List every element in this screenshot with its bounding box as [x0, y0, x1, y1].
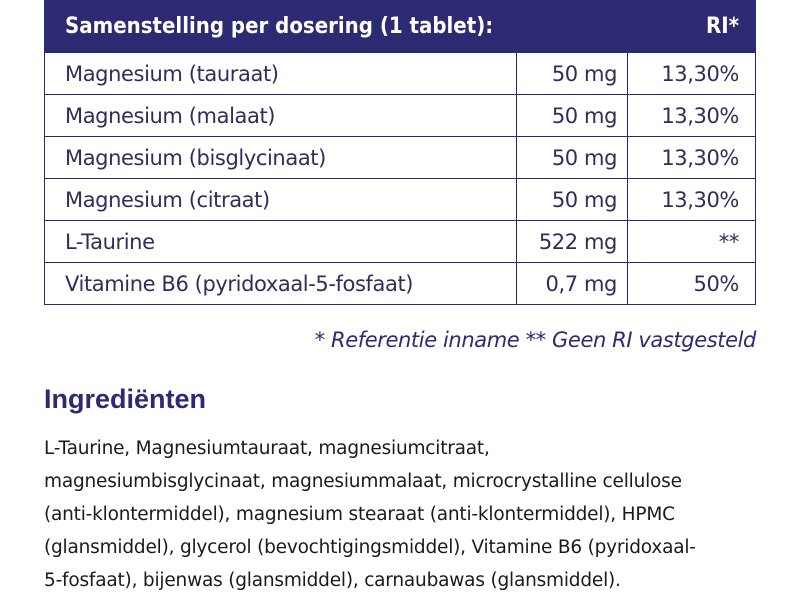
- row-ri: 13,30%: [627, 179, 755, 220]
- ingredients-line: (anti-klontermiddel), magnesium stearaat (anti-klontermiddel), HPMC: [44, 504, 675, 525]
- ingredients-line: (glansmiddel), glycerol (bevochtigingsmiddel), Vitamine B6 (pyridoxaal-: [44, 537, 696, 558]
- ingredients-line: magnesiumbisglycinaat, magnesiummalaat, microcrystalline cellulose: [44, 471, 682, 492]
- row-ri: 13,30%: [627, 137, 755, 178]
- table-row: [45, 262, 755, 304]
- table-header-label: Samenstelling per dosering (1 tablet):: [65, 13, 494, 39]
- ri-footnote: * Referentie inname ** Geen RI vastgesteld: [314, 328, 756, 352]
- table-row: [45, 220, 755, 262]
- row-amount: 50 mg: [516, 179, 627, 220]
- row-name: L-Taurine: [65, 229, 155, 254]
- table-header: [45, 0, 755, 52]
- row-name: Magnesium (malaat): [65, 103, 276, 128]
- row-amount: 50 mg: [516, 95, 627, 136]
- row-amount: 50 mg: [516, 137, 627, 178]
- row-ri: 13,30%: [627, 53, 755, 94]
- ingredients-line: L-Taurine, Magnesiumtauraat, magnesiumcitraat,: [44, 438, 490, 459]
- table-row: [45, 136, 755, 178]
- ingredients-line: 5-fosfaat), bijenwas (glansmiddel), carnaubawas (glansmiddel).: [44, 570, 621, 591]
- table-header-ri: RI*: [706, 13, 739, 39]
- row-ri: 50%: [627, 263, 755, 304]
- ingredients-text: [44, 432, 764, 597]
- row-name: Magnesium (bisglycinaat): [65, 145, 326, 170]
- row-name: Vitamine B6 (pyridoxaal-5-fosfaat): [65, 271, 414, 296]
- table-row: [45, 178, 755, 220]
- table-row: [45, 52, 755, 94]
- row-amount: 0,7 mg: [516, 263, 627, 304]
- row-amount: 522 mg: [516, 221, 627, 262]
- row-name: Magnesium (citraat): [65, 187, 270, 212]
- row-amount: 50 mg: [516, 53, 627, 94]
- table-row: [45, 94, 755, 136]
- row-ri: **: [627, 221, 755, 262]
- row-name: Magnesium (tauraat): [65, 61, 279, 86]
- ingredients-title: Ingrediënten: [44, 384, 207, 414]
- composition-table: [44, 0, 756, 305]
- row-ri: 13,30%: [627, 95, 755, 136]
